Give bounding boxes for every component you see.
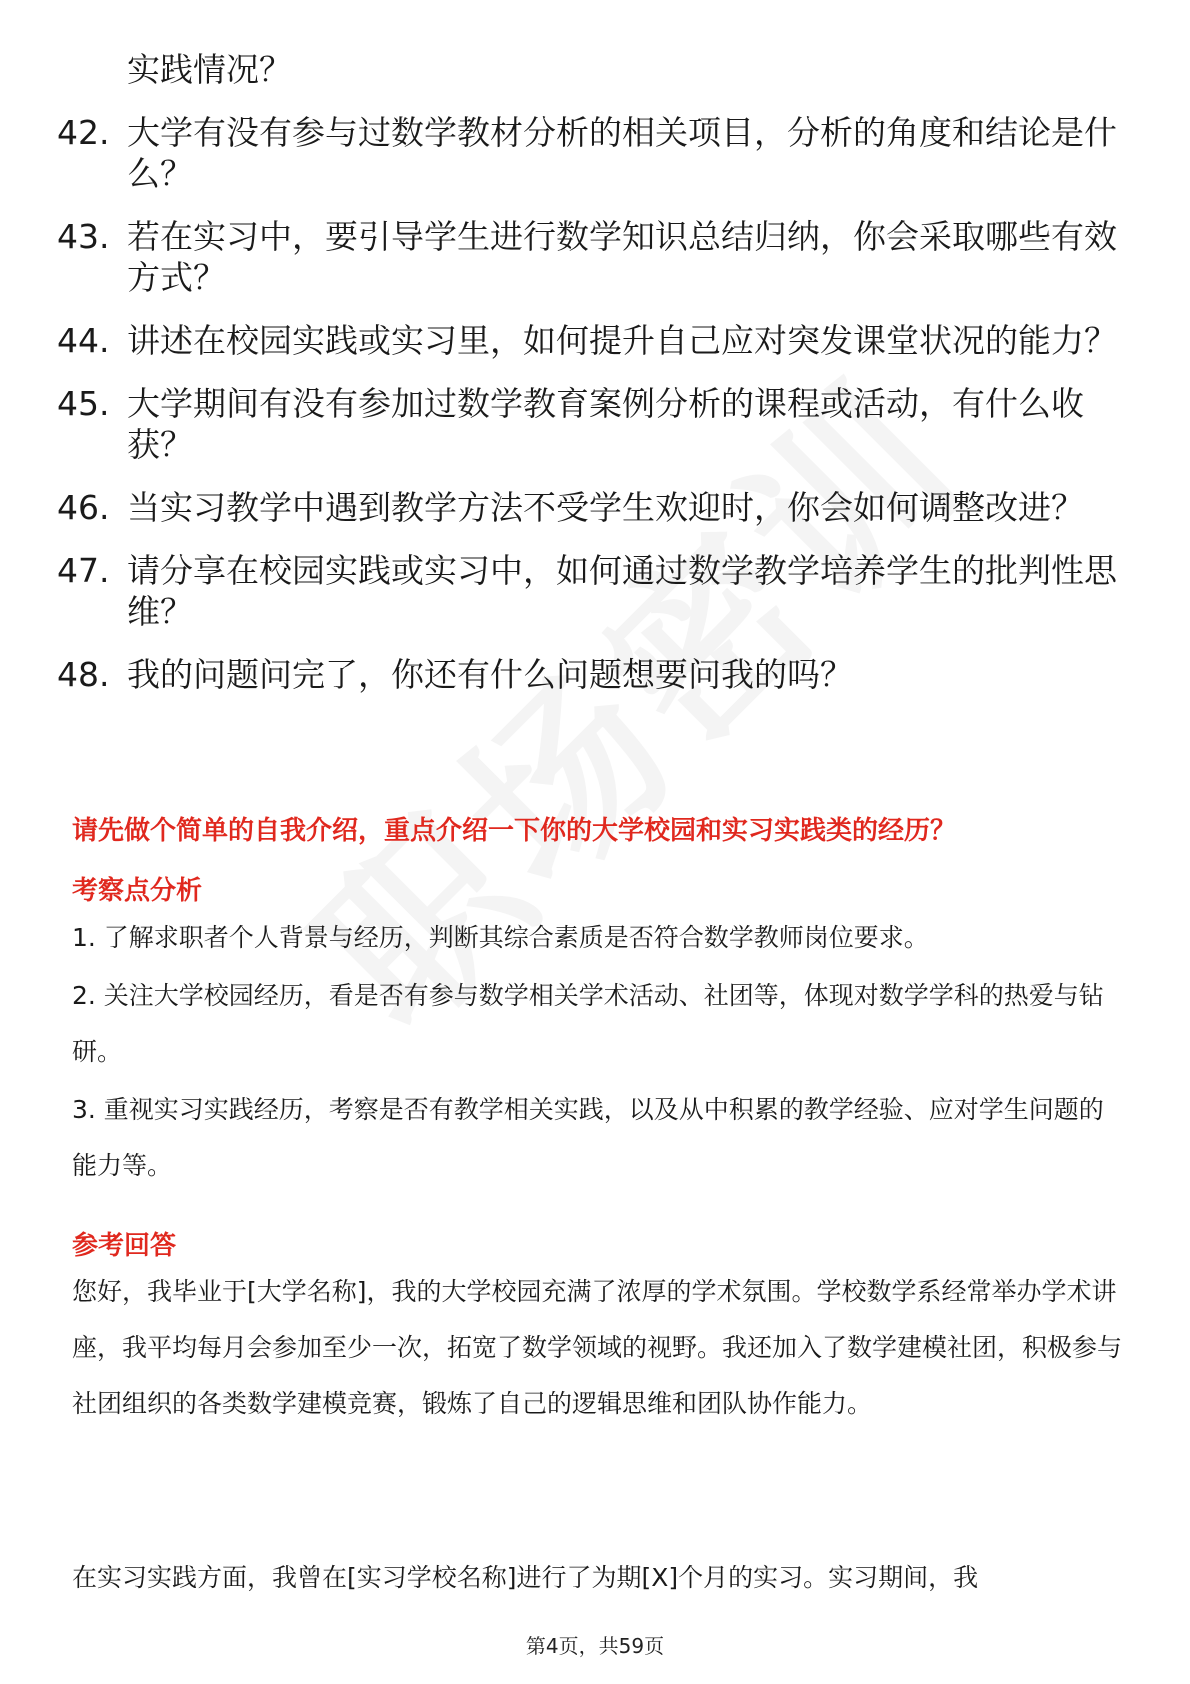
question-item: [57, 487, 1117, 528]
question-text: 若在实习中，要引导学生进行数学知识总结归纳，你会采取哪些有效方式？: [127, 217, 1117, 297]
question-text: 大学有没有参与过数学教材分析的相关项目，分析的角度和结论是什么？: [127, 113, 1117, 193]
question-item: [57, 654, 1117, 695]
question-item: [57, 112, 1117, 194]
question-number: 46.: [57, 488, 110, 527]
page-footer: 第4页，共59页: [525, 1634, 665, 1658]
question-list: [57, 0, 1117, 695]
question-item: [57, 550, 1117, 632]
question-text: 请分享在校园实践或实习中，如何通过数学教学培养学生的批判性思维？: [127, 551, 1117, 631]
question-item: [57, 320, 1117, 361]
question-continued: 实践情况？: [127, 50, 292, 89]
analysis-point: 1. 了解求职者个人背景与经历，判断其综合素质是否符合数学教师岗位要求。: [72, 923, 929, 952]
analysis-point: 2. 关注大学校园经历，看是否有参与数学相关学术活动、社团等，体现对数学学科的热爱与钻研。: [72, 981, 1104, 1066]
question-number: 45.: [57, 384, 110, 423]
answer-paragraph: 在实习实践方面，我曾在[实习学校名称]进行了为期[X]个月的实习。实习期间，我: [72, 1563, 979, 1592]
analysis-title: 考察点分析: [72, 876, 203, 906]
question-number: 48.: [57, 655, 110, 694]
question-text: 我的问题问完了，你还有什么问题想要问我的吗？: [127, 655, 853, 694]
answer-paragraph: 您好，我毕业于[大学名称]，我的大学校园充满了浓厚的学术氛围。学校数学系经常举办学术讲座，我平均每月会参加至少一次，拓宽了数学领域的视野。我还加入了数学建模社团，积极参与社团组织的各类数学建模竞赛，锻炼了自己的逻辑思维和团队协作能力。: [72, 1277, 1123, 1418]
question-item: [57, 216, 1117, 298]
question-text: 大学期间有没有参加过数学教育案例分析的课程或活动，有什么收获？: [127, 384, 1084, 464]
question-item: [57, 383, 1117, 465]
analysis-point: 3. 重视实习实践经历，考察是否有教学相关实践，以及从中积累的教学经验、应对学生问题的能力等。: [72, 1095, 1104, 1180]
question-number: 42.: [57, 113, 110, 152]
question-text: 讲述在校园实践或实习里，如何提升自己应对突发课堂状况的能力？: [127, 321, 1117, 360]
question-number: 47.: [57, 551, 110, 590]
answer-title: 参考回答: [72, 1231, 177, 1261]
question-number: 44.: [57, 321, 110, 360]
question-text: 当实习教学中遇到教学方法不受学生欢迎时，你会如何调整改进？: [127, 488, 1084, 527]
detail-question-heading: 请先做个简单的自我介绍，重点介绍一下你的大学校园和实习实践类的经历？: [72, 816, 957, 846]
question-number: 43.: [57, 217, 110, 256]
